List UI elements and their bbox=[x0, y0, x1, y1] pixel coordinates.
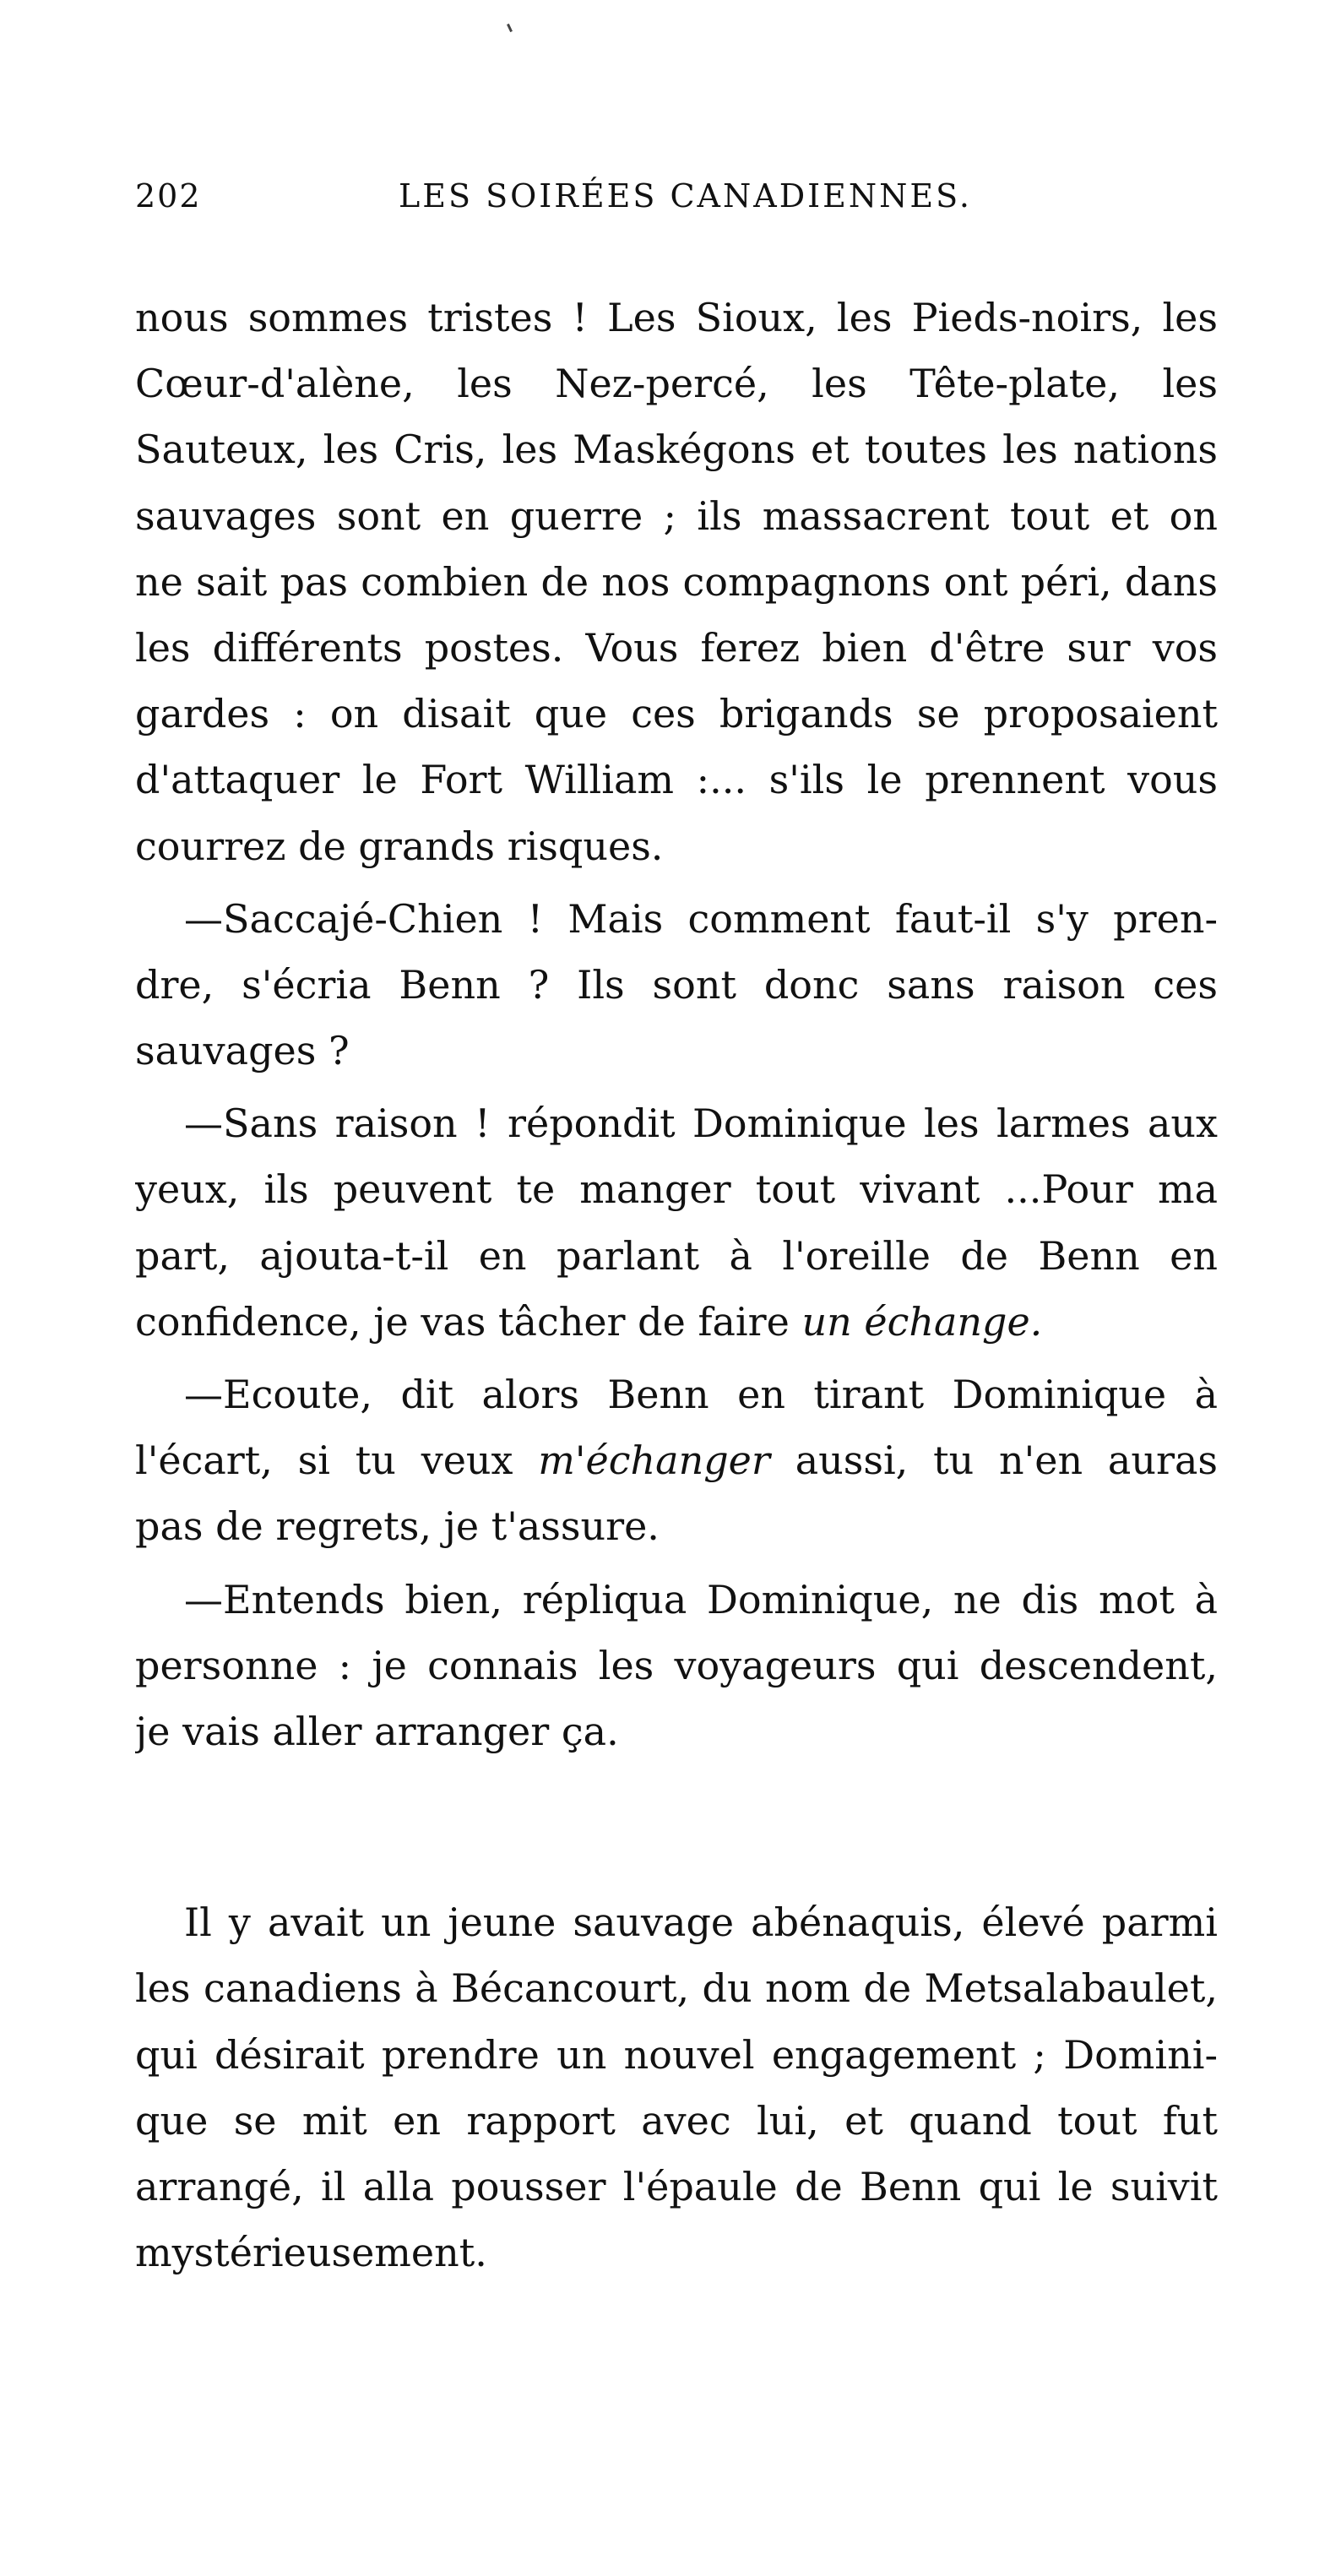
italic-phrase: un échange. bbox=[801, 1298, 1043, 1345]
text-segment: aussi, tu n'en auras bbox=[769, 1437, 1218, 1484]
text-line: les canadiens à Bécancourt, du nom de Metsalabaulet, bbox=[135, 1965, 1218, 2012]
text-line: —Saccajé-Chien ! Mais comment faut-il s'y pren- bbox=[184, 895, 1218, 942]
text-line: —Sans raison ! répondit Dominique les larmes aux bbox=[184, 1101, 1218, 1147]
text-line: qui désirait prendre un nouvel engagement ; Domini- bbox=[135, 2031, 1218, 2078]
running-title: LES SOIRÉES CANADIENNES. bbox=[399, 177, 972, 215]
text-line: part, ajouta-t-il en parlant à l'oreille de Benn en bbox=[135, 1232, 1218, 1279]
text-line: mystérieusement. bbox=[135, 2230, 487, 2276]
text-line: pas de regrets, je t'assure. bbox=[135, 1503, 660, 1550]
text-line: dre, s'écria Benn ? Ils sont donc sans raison ces bbox=[135, 961, 1218, 1008]
text-line: Cœur-d'alène, les Nez-percé, les Tête-plate, les bbox=[135, 361, 1218, 407]
text-line: Il y avait un jeune sauvage abénaquis, élevé parmi bbox=[184, 1899, 1218, 1946]
text-line: gardes : on disait que ces brigands se proposaient bbox=[135, 691, 1218, 737]
text-line: ne sait pas combien de nos compagnons ont péri, dans bbox=[135, 558, 1218, 605]
text-line: les différents postes. Vous ferez bien d'être sur vos bbox=[135, 624, 1218, 671]
text-line: personne : je connais les voyageurs qui descendent, bbox=[135, 1642, 1218, 1688]
italic-phrase: m'échanger bbox=[538, 1437, 770, 1484]
text-line-with-italic bbox=[135, 1289, 1218, 1355]
text-line: —Ecoute, dit alors Benn en tirant Dominique à bbox=[184, 1372, 1218, 1417]
text-segment: l'écart, si tu veux bbox=[135, 1437, 539, 1484]
body-text bbox=[135, 285, 1218, 2285]
text-line: yeux, ils peuvent te manger tout vivant ...Pour ma bbox=[135, 1166, 1218, 1213]
text-line-with-italic bbox=[135, 1427, 1218, 1493]
text-line: d'attaquer le Fort William :... s'ils le prennent vous bbox=[135, 757, 1218, 803]
page-header bbox=[135, 177, 1216, 225]
text-line: arrangé, il alla pousser l'épaule de Benn qui le suivit bbox=[135, 2163, 1218, 2209]
text-line: courrez de grands risques. bbox=[135, 823, 664, 869]
text-line: nous sommes tristes ! Les Sioux, les Pieds-noirs, les bbox=[135, 295, 1218, 340]
text-line: —Entends bien, répliqua Dominique, ne dis mot à bbox=[184, 1576, 1218, 1622]
text-line: Sauteux, les Cris, les Maskégons et toutes les nations bbox=[135, 427, 1218, 473]
text-line: je vais aller arranger ça. bbox=[135, 1708, 619, 1754]
text-line: que se mit en rapport avec lui, et quand tout fut bbox=[135, 2097, 1218, 2144]
stray-ink-mark bbox=[507, 24, 513, 32]
text-line: sauvages ? bbox=[135, 1028, 350, 1074]
page-number: 202 bbox=[135, 177, 202, 215]
text-line: sauvages sont en guerre ; ils massacrent tout et on bbox=[135, 492, 1218, 539]
text-segment: confidence, je vas tâcher de faire bbox=[135, 1298, 802, 1345]
